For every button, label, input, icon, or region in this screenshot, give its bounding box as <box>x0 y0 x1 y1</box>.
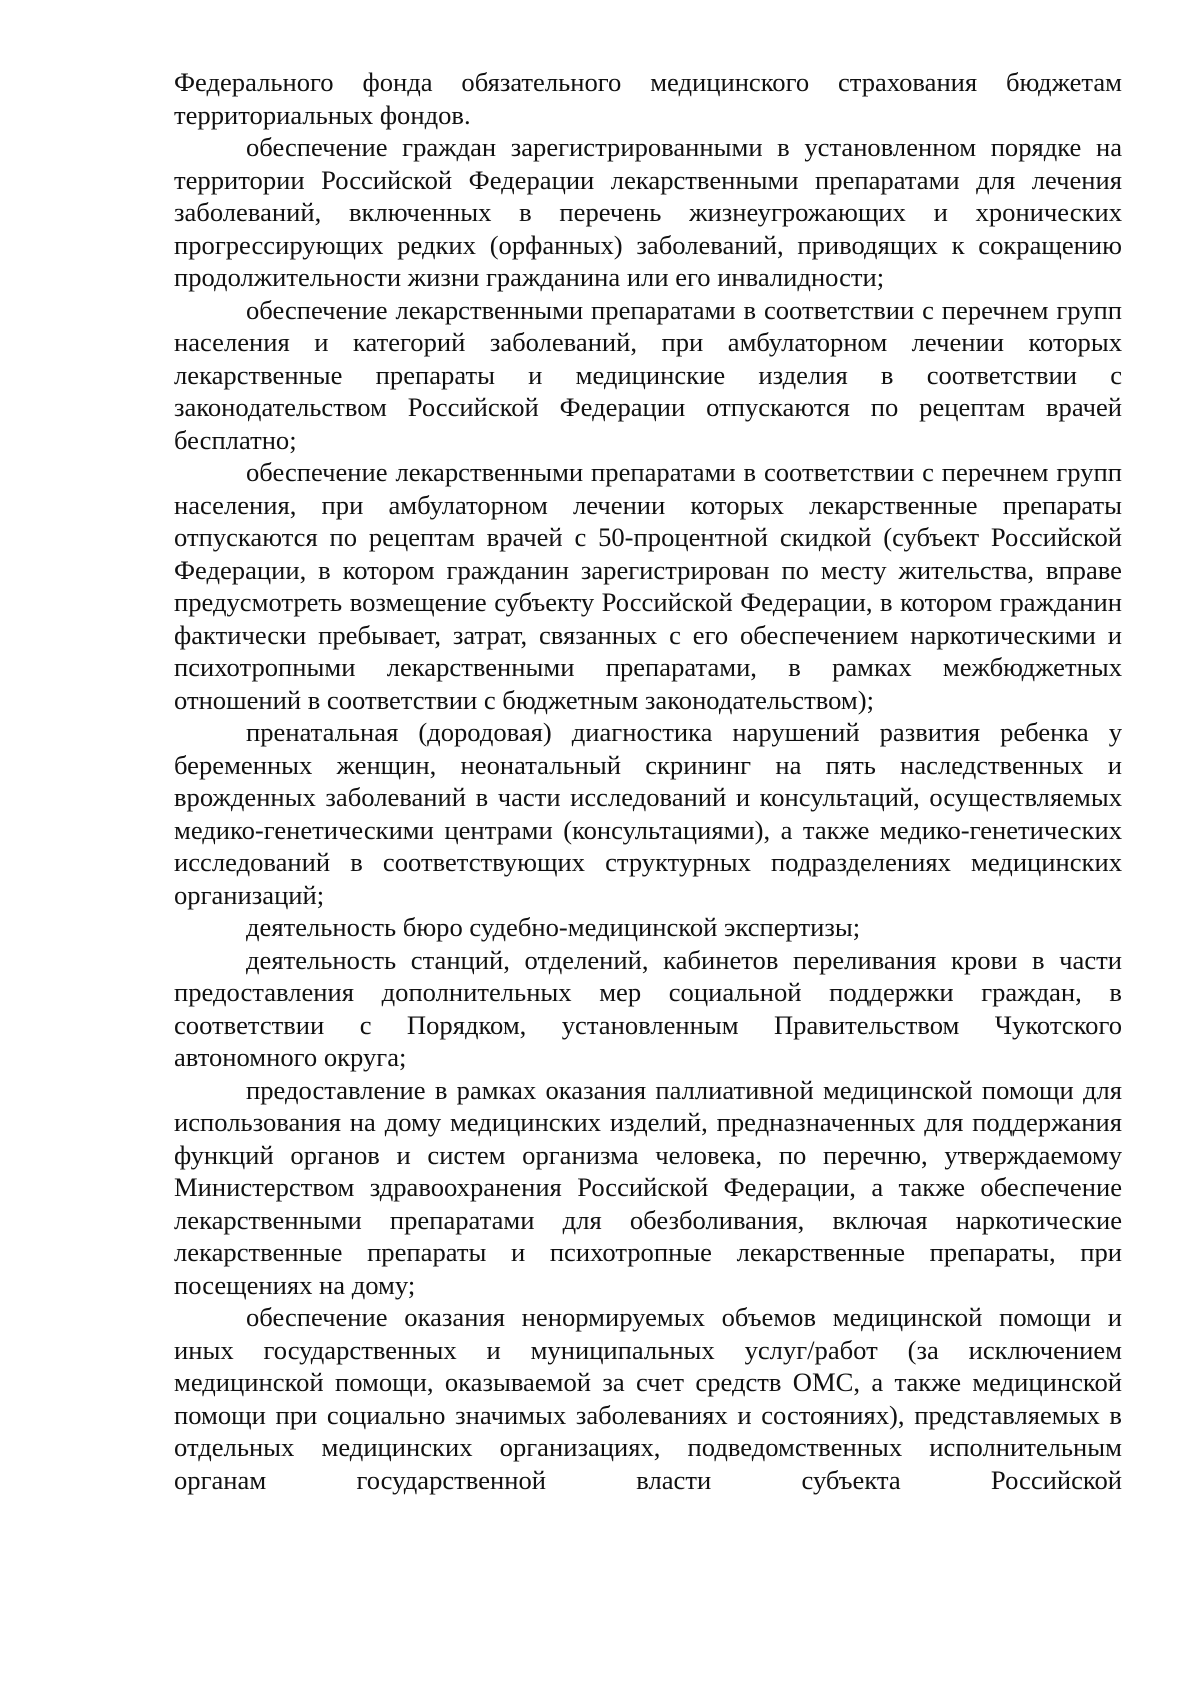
paragraph-orphan-diseases: обеспечение граждан зарегистрированными в установленном порядке на территории Российской Федерации лекарственными препаратами для лечения заболеваний, включенных в перечень жизнеугрожающих и хронических прогрессирующих редких (орфанных) заболеваний, приводящих к сокращению продолжительности жизни гражданина или его инвалидности; <box>174 132 1122 292</box>
paragraph-unnormalized-volumes: обеспечение оказания ненормируемых объемов медицинской помощи и иных государственных и муниципальных услуг/работ (за исключением медицинской помощи, оказываемой за счет средств ОМС, а также медицинской помощи при социально значимых заболеваниях и состояниях), представляемых в отдельных медицинских организациях, подведомственных исполнительным органам государственной власти субъекта Российской <box>174 1302 1122 1495</box>
paragraph-free-prescriptions: обеспечение лекарственными препаратами в соответствии с перечнем групп населения и категорий заболеваний, при амбулаторном лечении которых лекарственные препараты и медицинские изделия в соответствии с законодательством Российской Федерации отпускаются по рецептам врачей бесплатно; <box>174 294 1122 455</box>
paragraph-discount-prescriptions: обеспечение лекарственными препаратами в соответствии с перечнем групп населения, при амбулаторном лечении которых лекарственные препараты отпускаются по рецептам врачей с 50-процентной скидкой (субъект Российской Федерации, в котором гражданин зарегистрирован по месту жительства, вправе предусмотреть возмещение субъекту Российской Федерации, в котором гражданин фактически пребывает, затрат, связанных с его обеспечением наркотическими и психотропными лекарственными препаратами, в рамках межбюджетных отношений в соответствии с бюджетным законодательством); <box>174 457 1122 715</box>
paragraph-blood-transfusion: деятельность станций, отделений, кабинетов переливания крови в части предоставления дополнительных мер социальной поддержки граждан, в соответствии с Порядком, установленным Правительством Чукотского автономного округа; <box>174 944 1122 1072</box>
document-body <box>174 66 1122 1496</box>
paragraph-continuation: Федерального фонда обязательного медицинского страхования бюджетам территориальных фондов. <box>174 67 1122 130</box>
paragraph-forensic-bureau: деятельность бюро судебно-медицинской экспертизы; <box>246 912 861 942</box>
paragraph-prenatal-diagnostics: пренатальная (дородовая) диагностика нарушений развития ребенка у беременных женщин, неонатальный скрининг на пять наследственных и врожденных заболеваний в части исследований и консультаций, осуществляемых медико-генетическими центрами (консультациями), а также медико-генетических исследований в соответствующих структурных подразделениях медицинских организаций; <box>174 717 1122 910</box>
paragraph-palliative-care: предоставление в рамках оказания паллиативной медицинской помощи для использования на дому медицинских изделий, предназначенных для поддержания функций органов и систем организма человека, по перечню, утверждаемому Министерством здравоохранения Российской Федерации, а также обеспечение лекарственными препаратами для обезболивания, включая наркотические лекарственные препараты и психотропные лекарственные препараты, при посещениях на дому; <box>174 1074 1122 1300</box>
